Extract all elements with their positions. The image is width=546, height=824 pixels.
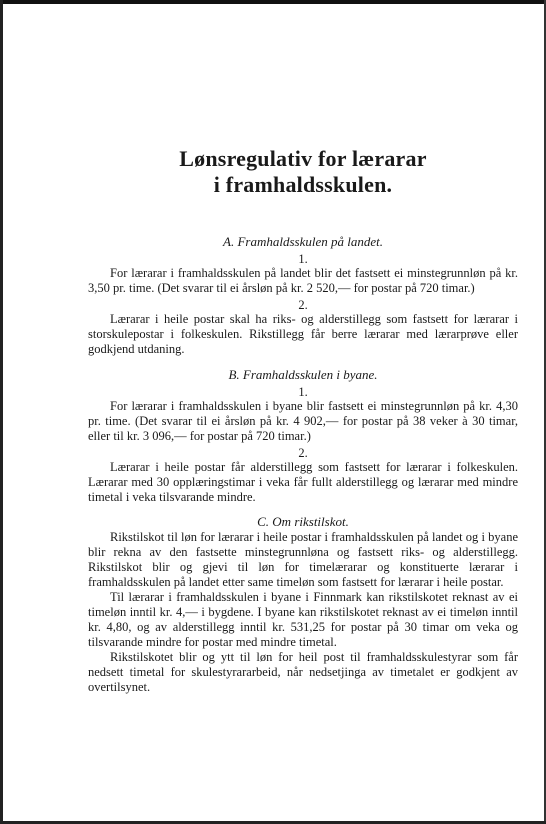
section-a — [88, 234, 518, 357]
section-c — [88, 514, 518, 695]
title-line-2: i framhaldsskulen. — [213, 172, 393, 197]
section-b — [88, 367, 518, 505]
scan-border-top — [0, 0, 546, 4]
section-b-number-1: 1. — [298, 385, 308, 399]
scan-border-left — [0, 0, 3, 824]
section-b-paragraph-1: For lærarar i framhaldsskulen i byane blir fastsett ei minstegrunnløn på kr. 4,30 pr. time. (Det svarar til ei årsløn på kr. 4 902,— for postar på 38 veker à 30 timar, eller til kr. 3 096,— for postar på 720 timar.) — [88, 399, 518, 443]
title-line-1: Lønsregulativ for lærarar — [179, 146, 427, 171]
section-a-number-1: 1. — [298, 252, 308, 266]
section-b-heading: B. Framhaldsskulen i byane. — [228, 367, 378, 382]
section-c-paragraph-1: Rikstilskot til løn for lærarar i heile postar i framhaldsskulen på landet og i byane blir rekna av den fastsette minstegrunnløna og fastsett riks- og alderstillegg. Rikstilskot blir og gjevi til løn for timelærarar og konstituerte lærarar i framhaldsskulen på landet etter same timeløn som fastsett for lærarar i heile postar. — [88, 530, 518, 589]
section-c-paragraph-3: Rikstilskotet blir og ytt til løn for heil post til framhaldsskulestyrar som får nedsett timetal for skulestyrararbeid, når nedsetjinga av timetalet er godkjent av overtilsynet. — [88, 650, 518, 694]
section-c-heading: C. Om rikstilskot. — [257, 514, 349, 529]
section-a-paragraph-1: For lærarar i framhaldsskulen på landet blir det fastsett ei minstegrunnløn på kr. 3,50 pr. time. (Det svarar til ei årsløn på kr. 2 520,— for postar på 720 timar.) — [88, 266, 518, 295]
section-b-number-2: 2. — [298, 446, 308, 460]
section-a-paragraph-2: Lærarar i heile postar skal ha riks- og alderstillegg som fastsett for lærarar i storskulepostar i folkeskulen. Rikstillegg får berre lærarar med lærarprøve eller godkjend utdaning. — [88, 312, 518, 356]
section-a-number-2: 2. — [298, 298, 308, 312]
page-title — [88, 146, 518, 198]
section-c-paragraph-2: Til lærarar i framhaldsskulen i byane i Finnmark kan rikstilskotet reknast av ei timeløn inntil kr. 4,— i bygdene. I byane kan rikstilskotet reknast av ei timeløn inntil kr. 4,80, og av alderstillegg inntil kr. 531,25 for postar på 30 timar om veka og tilsvarande mindre for postar med mindre timetal. — [88, 590, 518, 649]
section-b-paragraph-2: Lærarar i heile postar får alderstillegg som fastsett for lærarar i folkeskulen. Lærarar med 30 opplæringstimar i veka får fullt alderstillegg og lærarar med mindre timetal i veka tilsvarande mindre. — [88, 460, 518, 504]
document-page — [88, 146, 518, 695]
section-a-heading: A. Framhaldsskulen på landet. — [223, 234, 383, 249]
